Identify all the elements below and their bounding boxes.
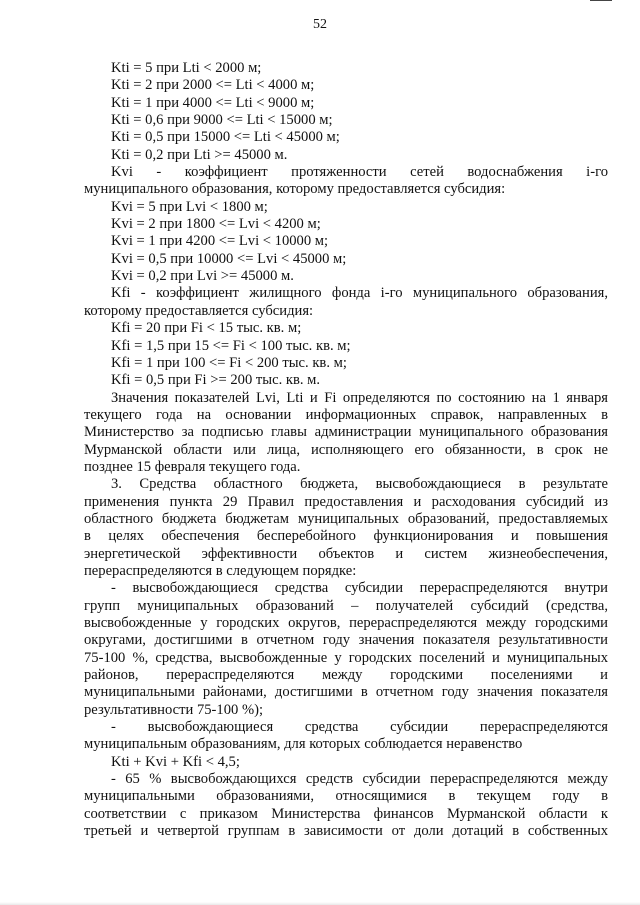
text-line: текущего года на основании информационных справок, направленных в [84,406,608,423]
text-line: групп муниципальных образований – получателей субсидий (средства, [84,597,608,614]
text-line: результативности 75-100 %); [84,701,264,718]
document-body [84,60,608,840]
text-line: муниципальным образованиям, для которых соблюдается неравенство [84,736,523,753]
text-line: Kvi = 0,2 при Lvi >= 45000 м. [111,268,294,285]
text-line: областного бюджета бюджетам муниципальных образований, предоставляемых [84,510,608,527]
text-line: районов, перераспределяются между городскими поселениями и [84,667,608,684]
text-line: 3. Средства областного бюджета, высвобождающиеся в результате [111,476,608,493]
text-line: применения пункта 29 Правил предоставления и расходования субсидий из [84,493,608,510]
text-line: Мурманской области или лица, исполняющего его обязанности, в срок не [84,441,608,458]
text-line: высвобожденные у городских округов, перераспределяются между городскими [84,615,608,631]
text-line: - высвобождающиеся средства субсидии перераспределяются [111,719,608,736]
text-line: муниципальными образованиями, относящимися в текущем году в [84,788,608,805]
text-line: муниципальными районами, достигшими в отчетном году значения показателя [84,684,608,701]
text-line: позднее 15 февраля текущего года. [84,458,301,475]
text-line: третьей и четвертой группам в зависимости от доли дотаций в собственных [84,823,608,840]
text-line: Kti = 1 при 4000 <= Lti < 9000 м; [111,94,315,111]
text-line: Kfi = 20 при Fi < 15 тыс. кв. м; [111,320,302,337]
text-line: в целях обеспечения бесперебойного функционирования и повышения [84,528,608,545]
text-line: Значения показателей Lvi, Lti и Fi определяются по состоянию на 1 января [111,389,608,406]
text-line: - 65 % высвобождающихся средств субсидии перераспределяются между [111,771,608,788]
text-line: Kti = 0,2 при Lti >= 45000 м. [111,146,288,163]
text-line: Kvi = 5 при Lvi < 1800 м; [111,198,268,215]
text-line: 75-100 %, средства, высвобожденные у городских поселений и муниципальных [84,649,608,666]
text-line: Kfi = 0,5 при Fi >= 200 тыс. кв. м. [111,372,321,389]
text-line: Kfi = 1,5 при 15 <= Fi < 100 тыс. кв. м; [111,337,351,354]
text-line: Kfi - коэффициент жилищного фонда i-го муниципального образования, [111,285,608,302]
page-corner-mark [590,0,612,1]
text-line: Kvi = 1 при 4200 <= Lvi < 10000 м; [111,233,329,250]
text-line: Kti = 0,5 при 15000 <= Lti < 45000 м; [111,129,340,146]
text-line: Kti = 5 при Lti < 2000 м; [111,60,262,76]
text-line: Kti = 0,6 при 9000 <= Lti < 15000 м; [111,112,333,129]
text-line: муниципального образования, которому предоставляется субсидия: [84,181,506,198]
text-line: которому предоставляется субсидия: [84,302,314,319]
text-line: округами, достигшими в отчетном году значения показателя результативности [84,632,608,649]
text-line: Kvi = 2 при 1800 <= Lvi < 4200 м; [111,216,321,233]
text-line: Kvi = 0,5 при 10000 <= Lvi < 45000 м; [111,250,347,267]
text-line: Министерство за подписью главы администрации муниципального образования [84,424,608,441]
text-line: - высвобождающиеся средства субсидии перераспределяются внутри [111,580,608,597]
text-line: Kti = 2 при 2000 <= Lti < 4000 м; [111,77,315,94]
text-line: перераспределяются в следующем порядке: [84,562,357,579]
text-line: Kvi - коэффициент протяженности сетей водоснабжения i-го [111,164,608,181]
text-line: Kti + Kvi + Kfi < 4,5; [111,753,240,770]
text-line: Kfi = 1 при 100 <= Fi < 200 тыс. кв. м; [111,354,347,371]
page-number: 52 [313,17,327,32]
text-line: соответствии с приказом Министерства финансов Мурманской области к [84,805,608,822]
text-line: энергетической эффективности объектов и систем жизнеобеспечения, [84,545,608,562]
